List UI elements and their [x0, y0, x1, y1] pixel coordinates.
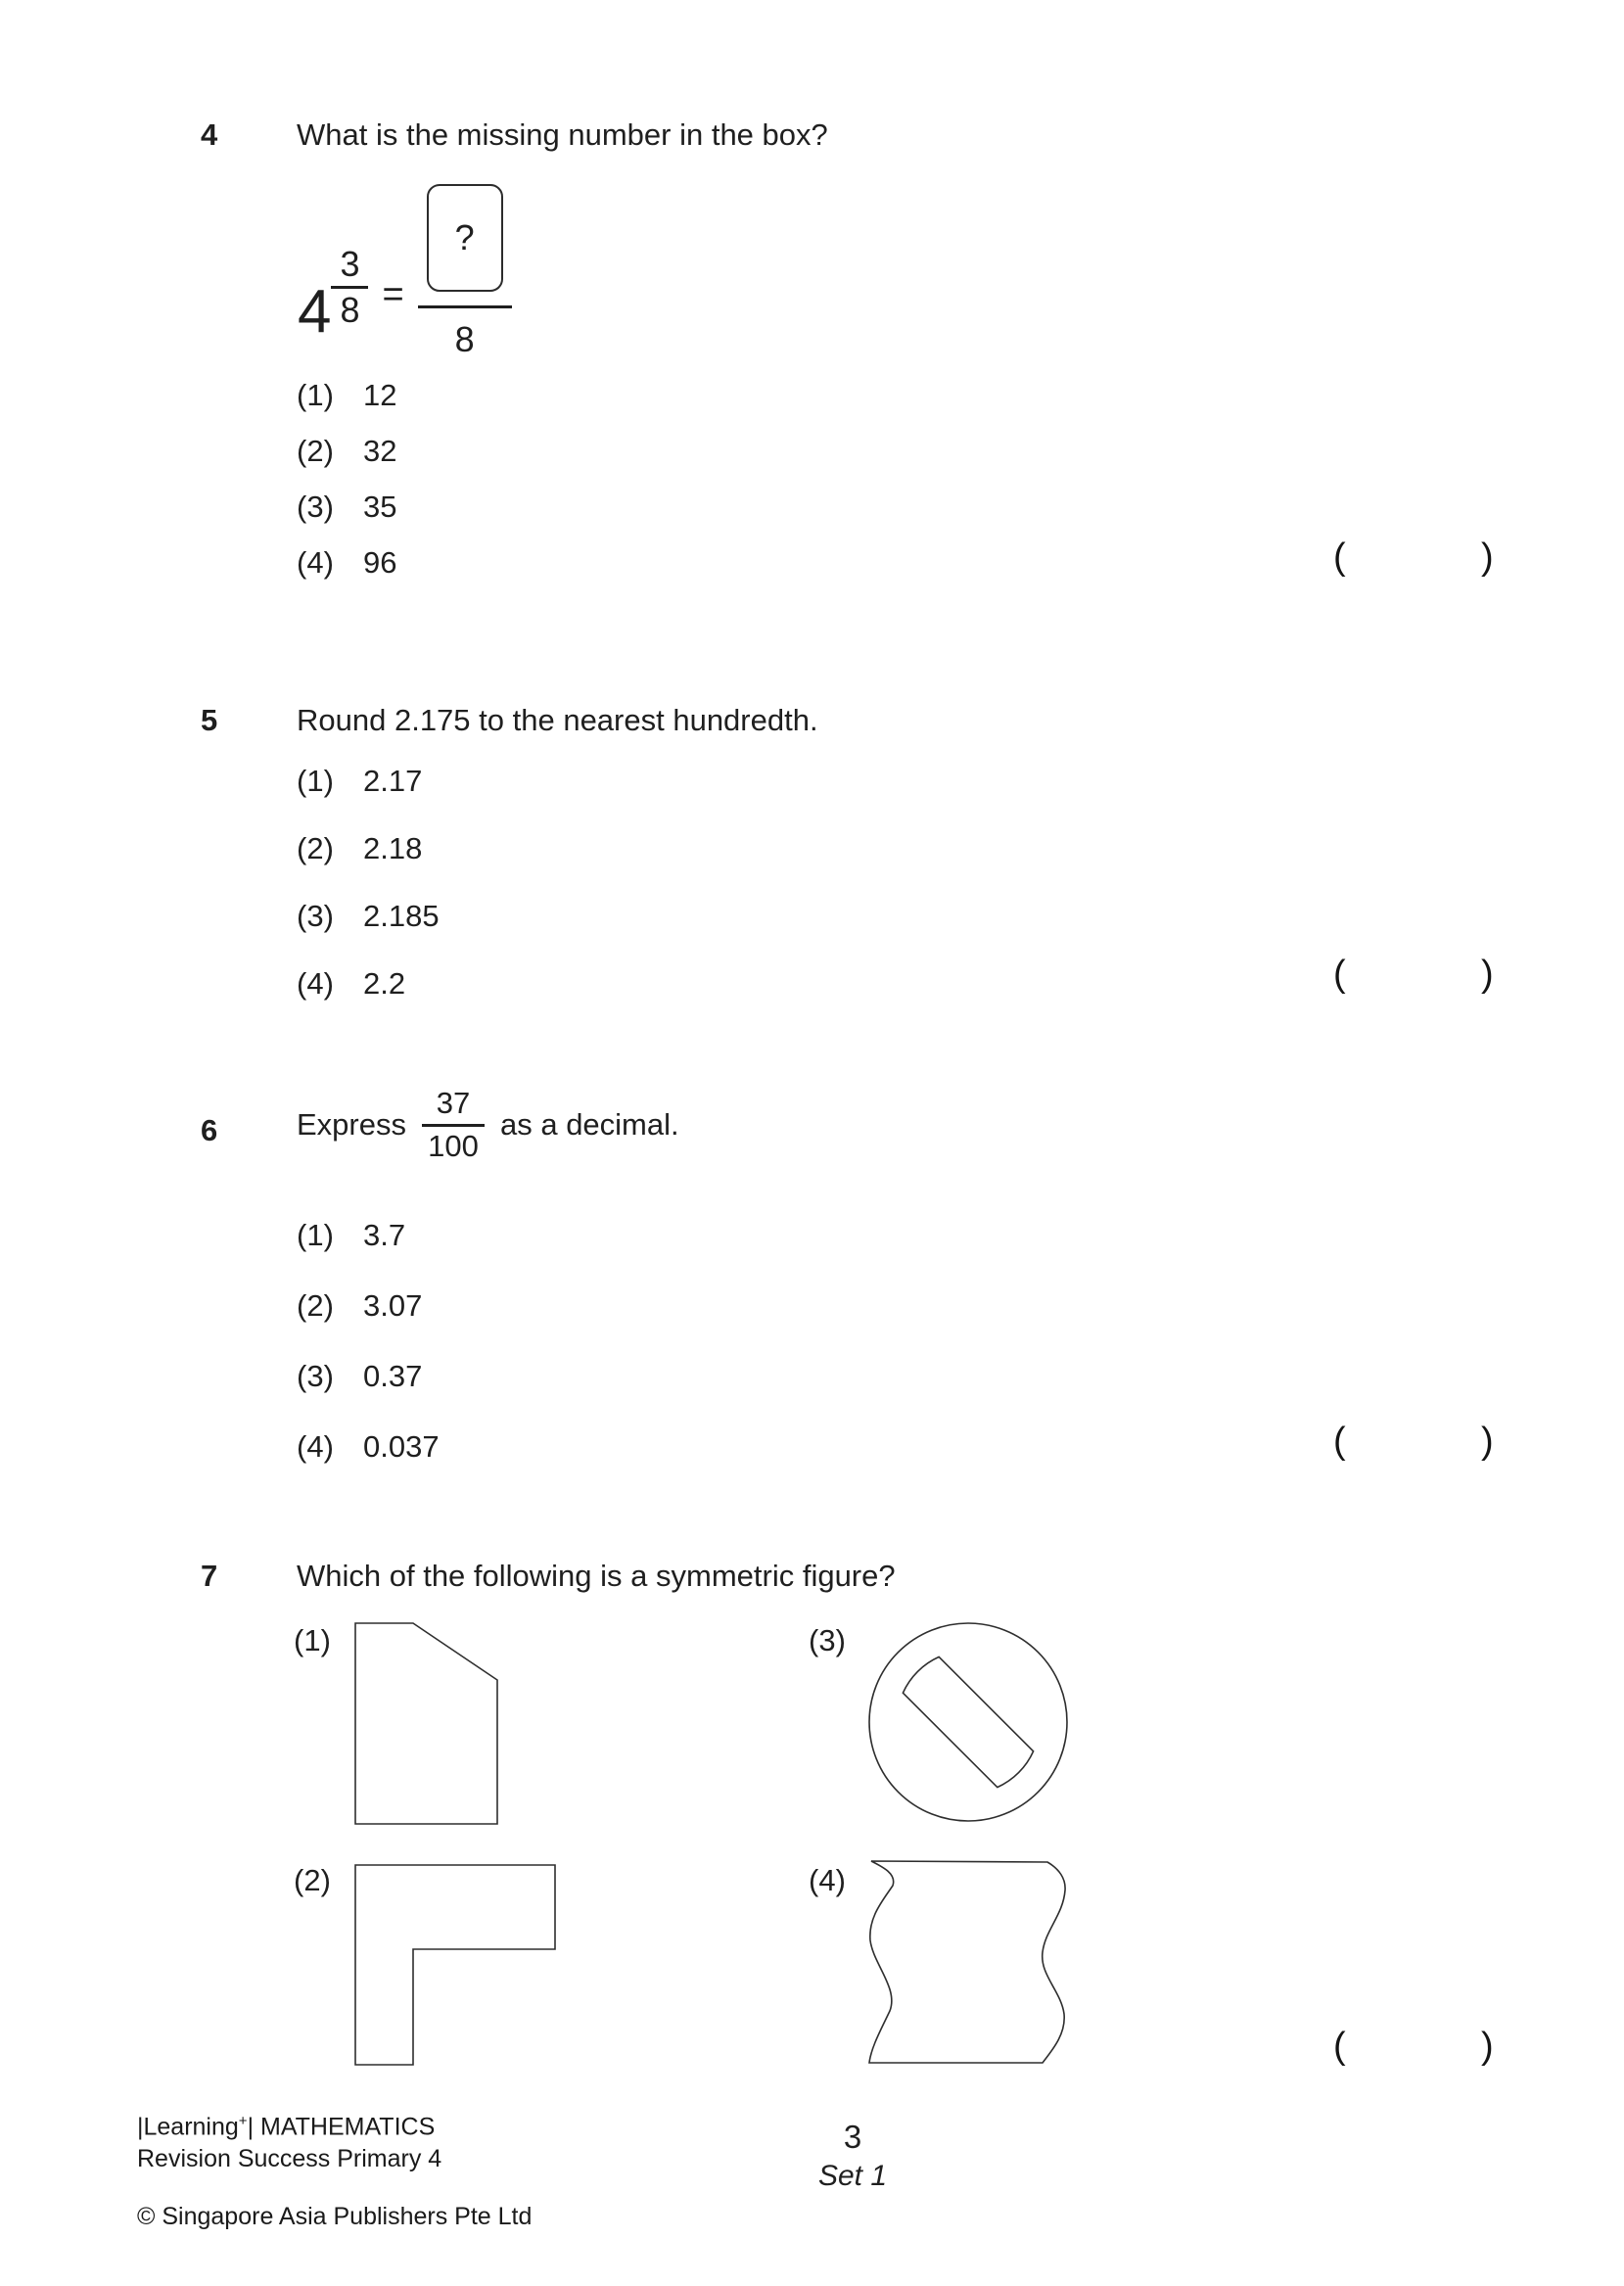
footer-brand-plus: +	[238, 2113, 248, 2129]
q4-answer-paren-open: (	[1333, 537, 1346, 578]
footer-copyright-line: © Singapore Asia Publishers Pte Ltd	[137, 2203, 533, 2230]
wavy-rectangle-figure	[868, 1859, 1070, 2067]
option-value: 12	[363, 378, 397, 412]
q7-figure-4-label: (4)	[809, 1863, 846, 1897]
option-value: 96	[363, 545, 397, 580]
option-label: (3)	[297, 1359, 334, 1393]
question-4-text: What is the missing number in the box?	[297, 117, 828, 152]
q6-option-3	[297, 1359, 422, 1394]
question-7-text: Which of the following is a symmetric figure?	[297, 1559, 896, 1593]
mixed-number-whole: 4	[298, 278, 332, 346]
q7-figure-1-label: (1)	[294, 1623, 331, 1657]
result-fraction	[418, 184, 512, 360]
equals-sign: =	[382, 274, 404, 315]
question-5-number: 5	[201, 703, 218, 737]
fraction-bar	[422, 1124, 485, 1127]
q6-answer-paren-open: (	[1333, 1421, 1346, 1462]
option-value: 3.7	[363, 1218, 406, 1252]
fraction-bar	[331, 286, 368, 289]
option-label: (2)	[297, 1288, 334, 1323]
q4-option-3	[297, 490, 396, 525]
q7-answer-paren-open: (	[1333, 2026, 1346, 2067]
q5-answer-paren-close: )	[1481, 954, 1494, 995]
question-6-fraction	[422, 1085, 485, 1166]
q5-answer-paren-open: (	[1333, 954, 1346, 995]
q5-option-1	[297, 764, 422, 799]
option-value: 0.037	[363, 1429, 440, 1464]
q4-option-1	[297, 378, 396, 413]
pentagon-cut-corner-figure	[354, 1622, 499, 1826]
q6-option-4	[297, 1429, 440, 1465]
fraction-numerator: 37	[436, 1086, 471, 1120]
q5-option-3	[297, 899, 440, 934]
q4-option-2	[297, 434, 396, 469]
option-value: 35	[363, 490, 397, 524]
q4-option-4	[297, 545, 396, 581]
option-label: (2)	[297, 831, 334, 865]
fraction-bar	[418, 305, 512, 308]
l-shape-figure	[354, 1864, 558, 2067]
option-label: (1)	[297, 1218, 334, 1252]
option-label: (3)	[297, 899, 334, 933]
mixed-number-fraction	[331, 245, 368, 329]
option-label: (1)	[297, 378, 334, 412]
no-entry-outline-figure	[867, 1621, 1069, 1823]
option-value: 2.2	[363, 966, 406, 1001]
question-6-number: 6	[201, 1113, 218, 1147]
question-7-number: 7	[201, 1559, 218, 1593]
question-4-number: 4	[201, 117, 218, 152]
option-value: 2.185	[363, 899, 440, 933]
fraction-denominator: 8	[340, 289, 360, 330]
option-label: (3)	[297, 490, 334, 524]
option-label: (2)	[297, 434, 334, 468]
q6-option-2	[297, 1288, 422, 1324]
fraction-denominator: 100	[428, 1128, 479, 1163]
option-label: (4)	[297, 966, 334, 1001]
q7-answer-paren-close: )	[1481, 2026, 1494, 2067]
option-value: 2.18	[363, 831, 423, 865]
question-6-text-before: Express	[297, 1107, 406, 1143]
q7-figure-3-label: (3)	[809, 1623, 846, 1657]
question-6-text	[297, 1085, 679, 1166]
option-label: (1)	[297, 764, 334, 798]
footer-brand-line	[137, 2113, 435, 2141]
q6-answer-paren-close: )	[1481, 1421, 1494, 1462]
page-number: 3	[843, 2119, 862, 2155]
q5-option-4	[297, 966, 405, 1002]
option-label: (4)	[297, 545, 334, 580]
option-label: (4)	[297, 1429, 334, 1464]
footer-series-line: Revision Success Primary 4	[137, 2145, 442, 2172]
option-value: 3.07	[363, 1288, 423, 1323]
question-5-text: Round 2.175 to the nearest hundredth.	[297, 703, 818, 737]
fraction-numerator: 3	[340, 244, 360, 284]
missing-number-box: ?	[427, 184, 503, 292]
set-label: Set 1	[817, 2160, 888, 2192]
q4-answer-paren-close: )	[1481, 537, 1494, 578]
question-6-text-after: as a decimal.	[499, 1107, 679, 1143]
option-value: 2.17	[363, 764, 423, 798]
footer-brand-suffix: | MATHEMATICS	[247, 2113, 436, 2141]
fraction-denominator: 8	[454, 319, 475, 359]
footer-brand-prefix: |Learning	[137, 2113, 239, 2141]
option-value: 32	[363, 434, 397, 468]
q5-option-2	[297, 831, 422, 866]
question-4-equation	[298, 184, 512, 360]
q6-option-1	[297, 1218, 405, 1253]
option-value: 0.37	[363, 1359, 423, 1393]
q7-figure-2-label: (2)	[294, 1863, 331, 1897]
